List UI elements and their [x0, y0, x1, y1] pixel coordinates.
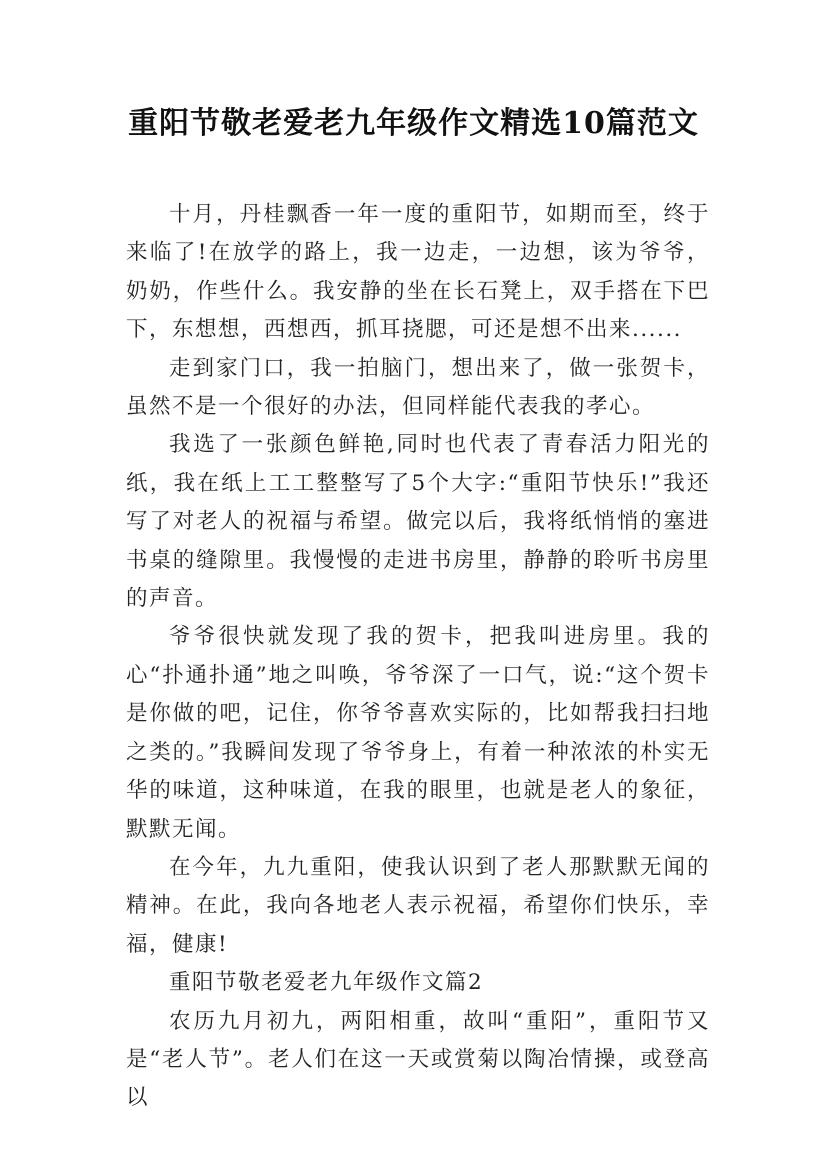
section-heading: 重阳节敬老爱老九年级作文篇2 — [169, 970, 484, 996]
paragraph: 走到家门口，我一拍脑门，想出来了，做一张贺卡，虽然不是一个很好的办法，但同样能代表我的孝心。 — [126, 355, 710, 420]
paragraph: 爷爷很快就发现了我的贺卡，把我叫进房里。我的心“扑通扑通”地之叫唤，爷爷深了一口气，说:“这个贺卡是你做的吧，记住，你爷爷喜欢实际的，比如帮我扫扫地之类的。”我瞬间发现了爷爷身上，有着一种浓浓的朴实无华的味道，这种味道，在我的眼里，也就是老人的象征，默默无闻。 — [126, 624, 710, 842]
document-body — [126, 196, 710, 1118]
paragraph: 我选了一张颜色鲜艳,同时也代表了青春活力阳光的纸，我在纸上工工整整写了5个大字:“重阳节快乐!”我还写了对老人的祝福与希望。做完以后，我将纸悄悄的塞进书桌的缝隙里。我慢慢的走进书房里，静静的聆听书房里的声音。 — [126, 432, 710, 612]
document-title: 重阳节敬老爱老九年级作文精选10篇范文 — [128, 106, 699, 141]
paragraph: 农历九月初九，两阳相重，故叫“重阳”，重阳节又是“老人节”。老人们在这一天或赏菊以陶冶情操，或登高以 — [126, 1008, 710, 1111]
paragraph: 十月，丹桂飘香一年一度的重阳节，如期而至，终于来临了!在放学的路上，我一边走，一边想，该为爷爷，奶奶，作些什么。我安静的坐在长石凳上，双手搭在下巴下，东想想，西想西，抓耳挠腮，可还是想不出来...... — [126, 202, 710, 343]
paragraph: 在今年，九九重阳，使我认识到了老人那默默无闻的精神。在此，我向各地老人表示祝福，希望你们快乐，幸福，健康! — [126, 854, 710, 957]
